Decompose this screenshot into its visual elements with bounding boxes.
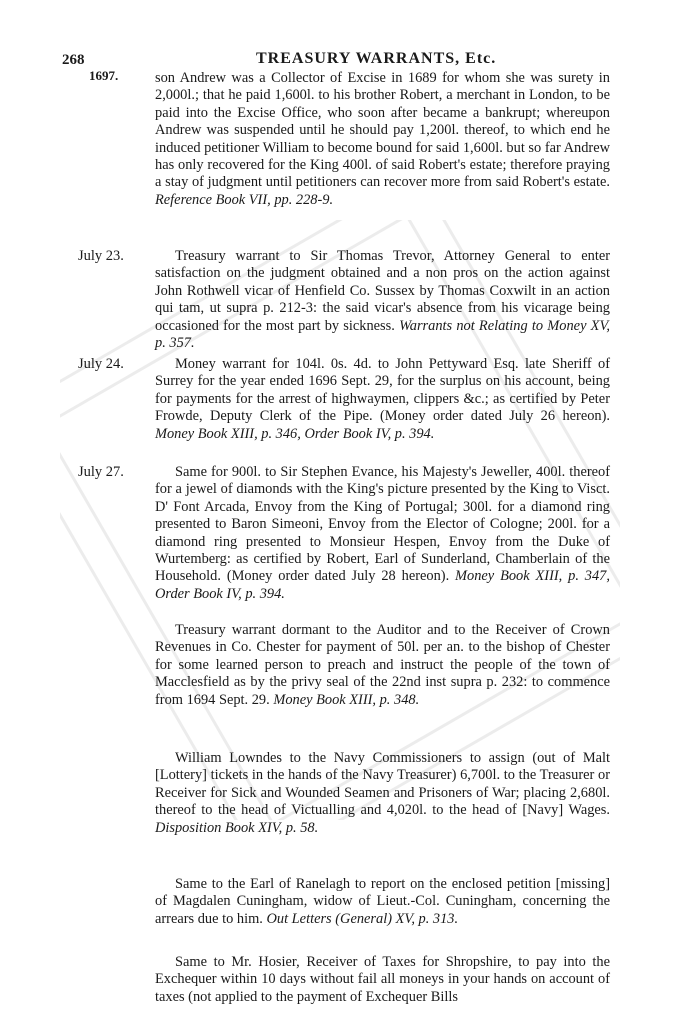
- entry-july-27: [60, 464, 614, 603]
- entry-july-24: [60, 356, 614, 443]
- entry-reference: Out Letters (General) XV, p. 313.: [266, 910, 459, 927]
- entry-ranelagh: [60, 876, 614, 928]
- entry-text: Same to the Earl of Ranelagh to report on the enclosed petition [missing] of Magdalen Cuningham, widow of Lieut.-Col. Cuningham, concerning the arrears due to him. Out Letters (General) XV, p. 313.: [155, 876, 610, 927]
- entry-text: son Andrew was a Collector of Excise in 1689 for whom she was surety in 2,000l.; that he paid 1,600l. to his brother Robert, a merchant in London, to be paid into the Excise Office, who soon after became a bankrupt; whereupon Andrew was suspended until he should pay 1,200l. thereof, to which end he induced petitioner William to become bound for said 1,600l. but so far Andrew has only recovered for the King 400l. of said Robert's estate; therefore praying a stay of judgment until petitioners can recover more from said Robert's estate. Reference Book VII, pp. 228-9.: [155, 70, 610, 208]
- entry-warrant-dormant: [60, 622, 614, 709]
- entry-continuation: [60, 70, 614, 209]
- page-number: 268: [62, 52, 85, 68]
- entry-text: William Lowndes to the Navy Commissioners to assign (out of Malt [Lottery] tickets in the hands of the Navy Treasurer) 6,700l. to the Treasurer or Receiver for Sick and Wounded Seamen and Prisoners of War; placing 2,680l. thereof to the head of Victualling and 4,020l. to the head of [Navy] Wages. Disposition Book XIV, p. 58.: [155, 750, 610, 836]
- entry-date: July 23.: [78, 248, 124, 264]
- entry-text: Treasury warrant dormant to the Auditor and to the Receiver of Crown Revenues in Co. Chester for payment of 50l. per an. to the bishop of Chester for some learned person to preach and instruct the people of the town of Macclesfield as by the privy seal of the 22nd inst supra p. 232: to commence from 1694 Sept. 29. Money Book XIII, p. 348.: [155, 622, 610, 708]
- running-head: TREASURY WARRANTS, Etc.: [256, 50, 497, 67]
- entry-date: July 27.: [78, 464, 124, 480]
- entry-lowndes-navy: [60, 750, 614, 837]
- entry-text: Same for 900l. to Sir Stephen Evance, his Majesty's Jeweller, 400l. thereof for a jewel of diamonds with the King's picture presented by the King to Visct. D' Font Arcada, Envoy from the King of Portugal; 300l. for a diamond ring presented to Baron Simeoni, Envoy from the Elector of Cologne; 200l. for a diamond ring presented to Monsieur Hespen, Envoy from the Duke of Wurtemberg: as certified by Robert, Earl of Sunderland, Chamberlain of the Household. (Money order dated July 28 hereon). Money Book XIII, p. 347, Order Book IV, p. 394.: [155, 464, 610, 602]
- entry-reference: Disposition Book XIV, p. 58.: [155, 819, 319, 836]
- entry-text: Treasury warrant to Sir Thomas Trevor, Attorney General to enter satisfaction on the judgment obtained and a non pros on the action against John Rothwell vicar of Henfield Co. Sussex by Thomas Coxwilt in an action qui tam, ut supra p. 212-3: the said vicar's absence from his vicarage being occasioned for the most part by sickness. Warrants not Relating to Money XV, p. 357.: [155, 248, 610, 352]
- entry-date: July 24.: [78, 356, 124, 372]
- year-label: 1697.: [89, 68, 119, 83]
- entry-reference: Money Book XIII, p. 348.: [273, 691, 420, 708]
- entry-reference: Reference Book VII, pp. 228-9.: [155, 191, 334, 208]
- entry-july-23: [60, 248, 614, 352]
- entry-hosier: [60, 954, 614, 1006]
- entry-text: Same to Mr. Hosier, Receiver of Taxes for Shropshire, to pay into the Exchequer within 10 days without fail all moneys in your hands on account of taxes (not applied to the payment of Exchequer Bills: [155, 954, 610, 1005]
- entry-text: Money warrant for 104l. 0s. 4d. to John Pettyward Esq. late Sheriff of Surrey for the year ended 1696 Sept. 29, for the surplus on his account, being for payments for the arrest of highwaymen, clippers &c.; as certified by Peter Frowde, Deputy Clerk of the Pipe. (Money order dated July 26 hereon). Money Book XIII, p. 346, Order Book IV, p. 394.: [155, 356, 610, 442]
- entry-reference: Money Book XIII, p. 347, Order Book IV, p. 394.: [155, 568, 610, 602]
- entry-reference: Warrants not Relating to Money XV, p. 357.: [155, 317, 610, 352]
- entry-reference: Money Book XIII, p. 346, Order Book IV, p. 394.: [155, 425, 435, 442]
